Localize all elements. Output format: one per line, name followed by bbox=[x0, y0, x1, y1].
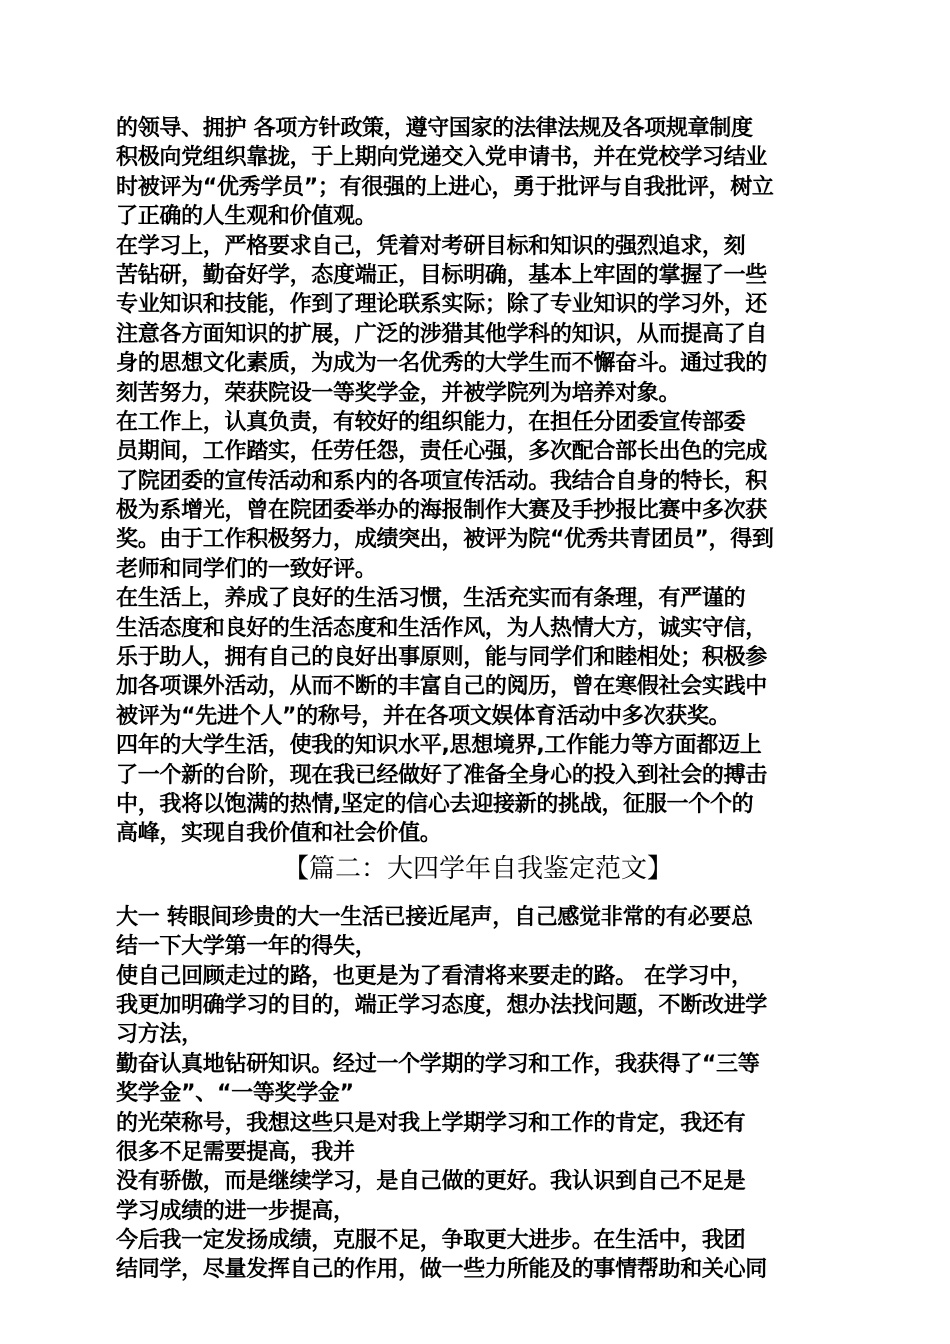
text-line: 生活态度和良好的生活态度和生活作风，为人热情大方，诚实守信， bbox=[116, 615, 768, 641]
text-line: 在生活上，养成了良好的生活习惯，生活充实而有条理，有严谨的 bbox=[116, 586, 746, 612]
text-line: 积极向党组织靠拢，于上期向党递交入党申请书，并在党校学习结业 bbox=[116, 145, 768, 171]
text-line: 专业知识和技能，作到了理论联系实际；除了专业知识的学习外，还 bbox=[116, 292, 768, 318]
section-heading: 【篇二：大四学年自我鉴定范文】 bbox=[282, 853, 673, 884]
text-line: 在工作上，认真负责，有较好的组织能力，在担任分团委宣传部委 bbox=[116, 409, 746, 435]
text-line: 四年的大学生活，使我的知识水平,思想境界,工作能力等方面都迈上 bbox=[116, 733, 762, 759]
text-line: 的领导、拥护 各项方针政策，遵守国家的法律法规及各项规章制度 bbox=[116, 116, 753, 141]
text-line: 在学习上，严格要求自己，凭着对考研目标和知识的强烈追求，刻 bbox=[116, 233, 746, 259]
text-line: 苦钻研，勤奋好学，态度端正，目标明确，基本上牢固的掌握了一些 bbox=[116, 262, 768, 288]
text-line: 习方法， bbox=[116, 1022, 203, 1048]
text-line: 中，我将以饱满的热情,坚定的信心去迎接新的挑战，征服一个个的 bbox=[116, 791, 754, 817]
text-line: 使自己回顾走过的路，也更是为了看清将来要走的路。 在学习中， bbox=[116, 963, 753, 989]
text-line: 的光荣称号，我想这些只是对我上学期学习和工作的肯定，我还有 bbox=[116, 1110, 746, 1136]
text-line: 被评为“先进个人”的称号，并在各项文娱体育活动中多次获奖。 bbox=[116, 703, 731, 729]
text-line: 没有骄傲，而是继续学习，是自己做的更好。我认识到自己不足是 bbox=[116, 1169, 746, 1195]
document-page bbox=[116, 114, 840, 1285]
text-line: 了正确的人生观和价值观。 bbox=[116, 204, 377, 230]
text-line: 乐于助人，拥有自己的良好出事原则，能与同学们和睦相处；积极参 bbox=[116, 645, 768, 671]
text-line: 老师和同学们的一致好评。 bbox=[116, 556, 377, 582]
text-line: 了一个新的台阶，现在我已经做好了准备全身心的投入到社会的搏击 bbox=[116, 762, 768, 788]
text-line: 今后我一定发扬成绩，克服不足，争取更大进步。在生活中，我团 bbox=[116, 1228, 746, 1254]
text-line: 结一下大学第一年的得失， bbox=[116, 934, 377, 960]
text-line: 员期间，工作踏实，任劳任怨，责任心强，多次配合部长出色的完成 bbox=[116, 439, 768, 465]
text-line: 奖。由于工作积极努力，成绩突出，被评为院“优秀共青团员”，得到 bbox=[116, 527, 774, 553]
text-line: 我更加明确学习的目的，端正学习态度，想办法找问题，不断改进学 bbox=[116, 992, 768, 1018]
text-line: 极为系增光，曾在院团委举办的海报制作大赛及手抄报比赛中多次获 bbox=[116, 498, 768, 524]
text-line: 高峰，实现自我价值和社会价值。 bbox=[116, 821, 442, 847]
text-line: 学习成绩的进一步提高， bbox=[116, 1198, 355, 1224]
text-line: 大一 转眼间珍贵的大一生活已接近尾声，自己感觉非常的有必要总 bbox=[116, 904, 753, 930]
text-line: 注意各方面知识的扩展，广泛的涉猎其他学科的知识，从而提高了自 bbox=[116, 321, 768, 347]
text-line: 勤奋认真地钻研知识。经过一个学期的学习和工作，我获得了“三等 bbox=[116, 1051, 760, 1077]
text-line: 奖学金”、“一等奖学金” bbox=[116, 1081, 354, 1107]
text-line: 很多不足需要提高，我并 bbox=[116, 1139, 355, 1165]
text-line: 加各项课外活动，从而不断的丰富自己的阅历，曾在寒假社会实践中 bbox=[116, 674, 768, 700]
text-line: 刻苦努力，荣获院设一等奖学金，并被学院列为培养对象。 bbox=[116, 380, 681, 406]
text-line: 时被评为“优秀学员”；有很强的上进心，勇于批评与自我批评，树立 bbox=[116, 174, 774, 200]
text-line: 结同学，尽量发挥自己的作用，做一些力所能及的事情帮助和关心同 bbox=[116, 1257, 768, 1283]
section-one-body bbox=[116, 114, 840, 849]
section-two-body bbox=[116, 903, 840, 1285]
text-line: 了院团委的宣传活动和系内的各项宣传活动。我结合自身的特长，积 bbox=[116, 468, 768, 494]
text-line: 身的思想文化素质，为成为一名优秀的大学生而不懈奋斗。通过我的 bbox=[116, 351, 768, 377]
